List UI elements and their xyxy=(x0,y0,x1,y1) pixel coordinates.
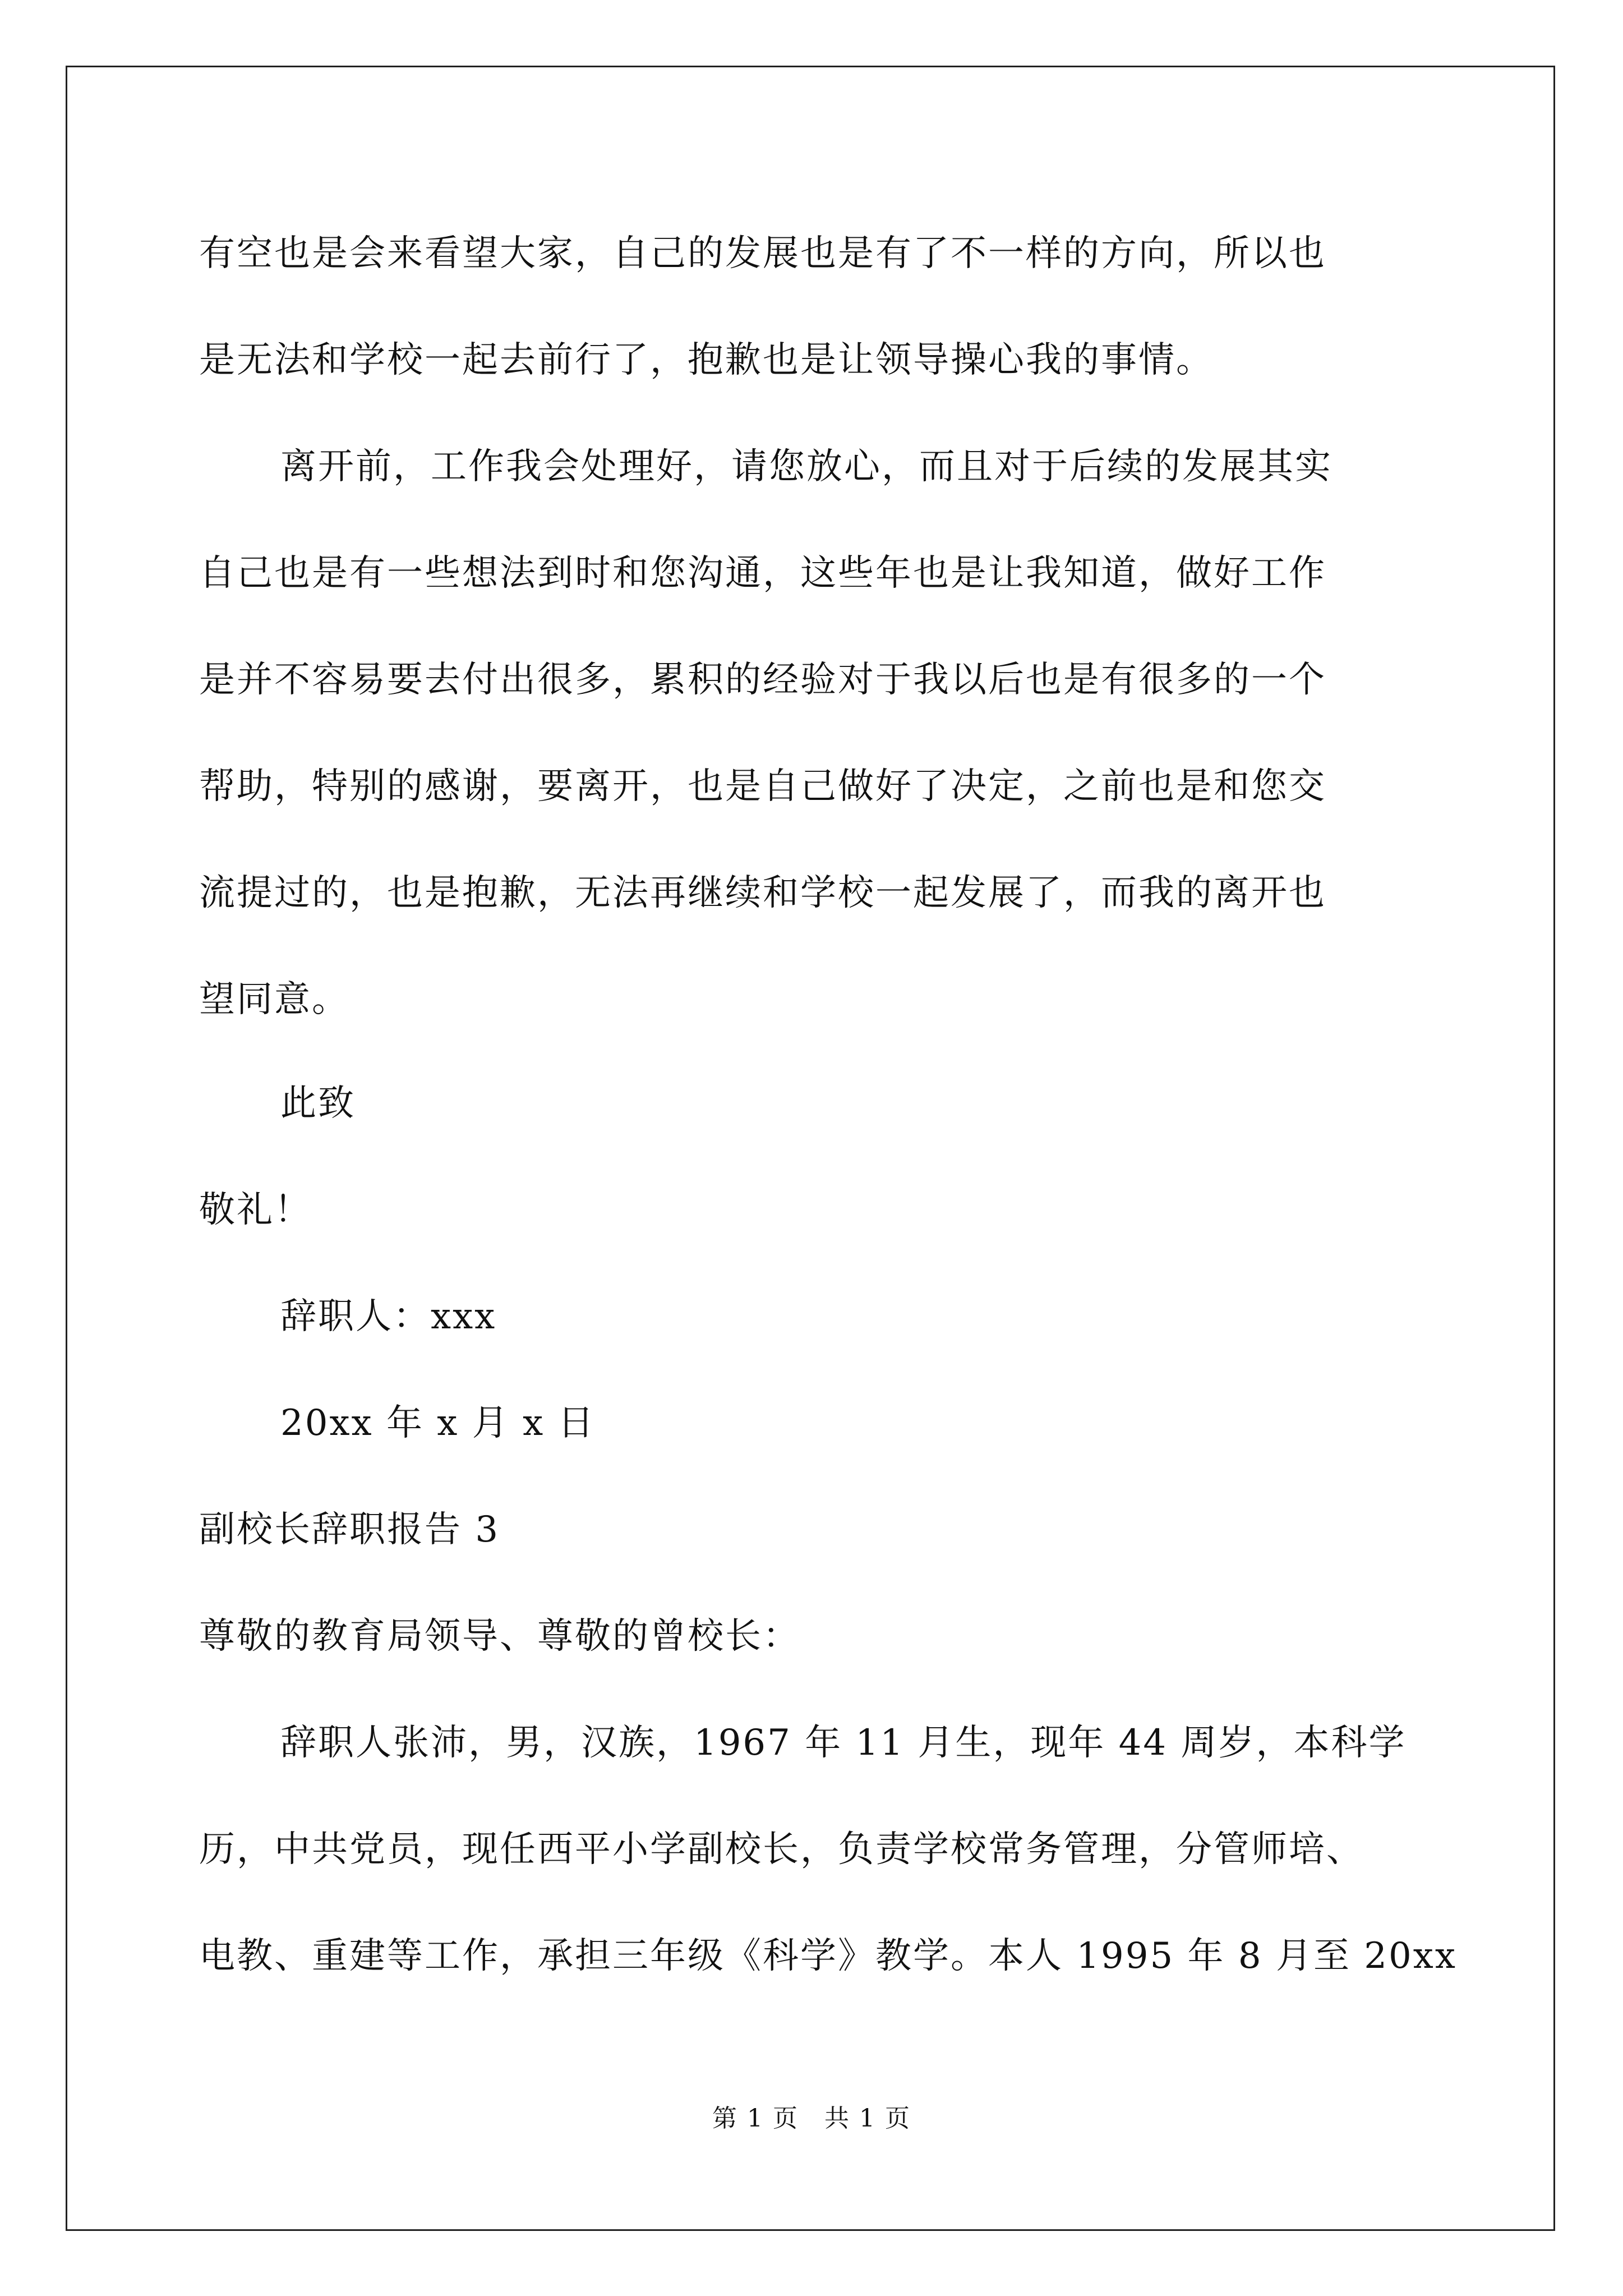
text-line: 历，中共党员，现任西平小学副校长，负责学校常务管理，分管师培、 xyxy=(199,1829,1364,1870)
closing-regards: 敬礼！ xyxy=(199,1189,312,1231)
page-footer: 第 1 页 共 1 页 xyxy=(712,2104,911,2133)
letter-greeting: 尊敬的教育局领导、尊敬的曾校长： xyxy=(199,1616,800,1657)
page-border xyxy=(66,66,1555,2231)
text-line: 有空也是会来看望大家，自己的发展也是有了不一样的方向，所以也 xyxy=(199,233,1326,274)
section-title: 副校长辞职报告 3 xyxy=(199,1509,500,1550)
text-line: 辞职人张沛，男，汉族，1967 年 11 月生，现年 44 周岁，本科学 xyxy=(280,1722,1407,1764)
text-line: 望同意。 xyxy=(199,979,349,1020)
text-line: 帮助，特别的感谢，要离开，也是自己做好了决定，之前也是和您交 xyxy=(199,766,1326,807)
text-line: 离开前，工作我会处理好，请您放心，而且对于后续的发展其实 xyxy=(280,446,1332,487)
signature-date: 20xx 年 x 月 x 日 xyxy=(280,1402,596,1444)
text-line: 流提过的，也是抱歉，无法再继续和学校一起发展了，而我的离开也 xyxy=(199,872,1326,914)
signature-name: 辞职人：xxx xyxy=(280,1296,497,1337)
text-line: 电教、重建等工作，承担三年级《科学》教学。本人 1995 年 8 月至 20xx xyxy=(199,1935,1457,1977)
text-line: 自己也是有一些想法到时和您沟通，这些年也是让我知道，做好工作 xyxy=(199,553,1326,594)
text-line: 是并不容易要去付出很多，累积的经验对于我以后也是有很多的一个 xyxy=(199,659,1326,701)
closing-salutation: 此致 xyxy=(280,1083,356,1124)
text-line: 是无法和学校一起去前行了，抱歉也是让领导操心我的事情。 xyxy=(199,339,1214,381)
